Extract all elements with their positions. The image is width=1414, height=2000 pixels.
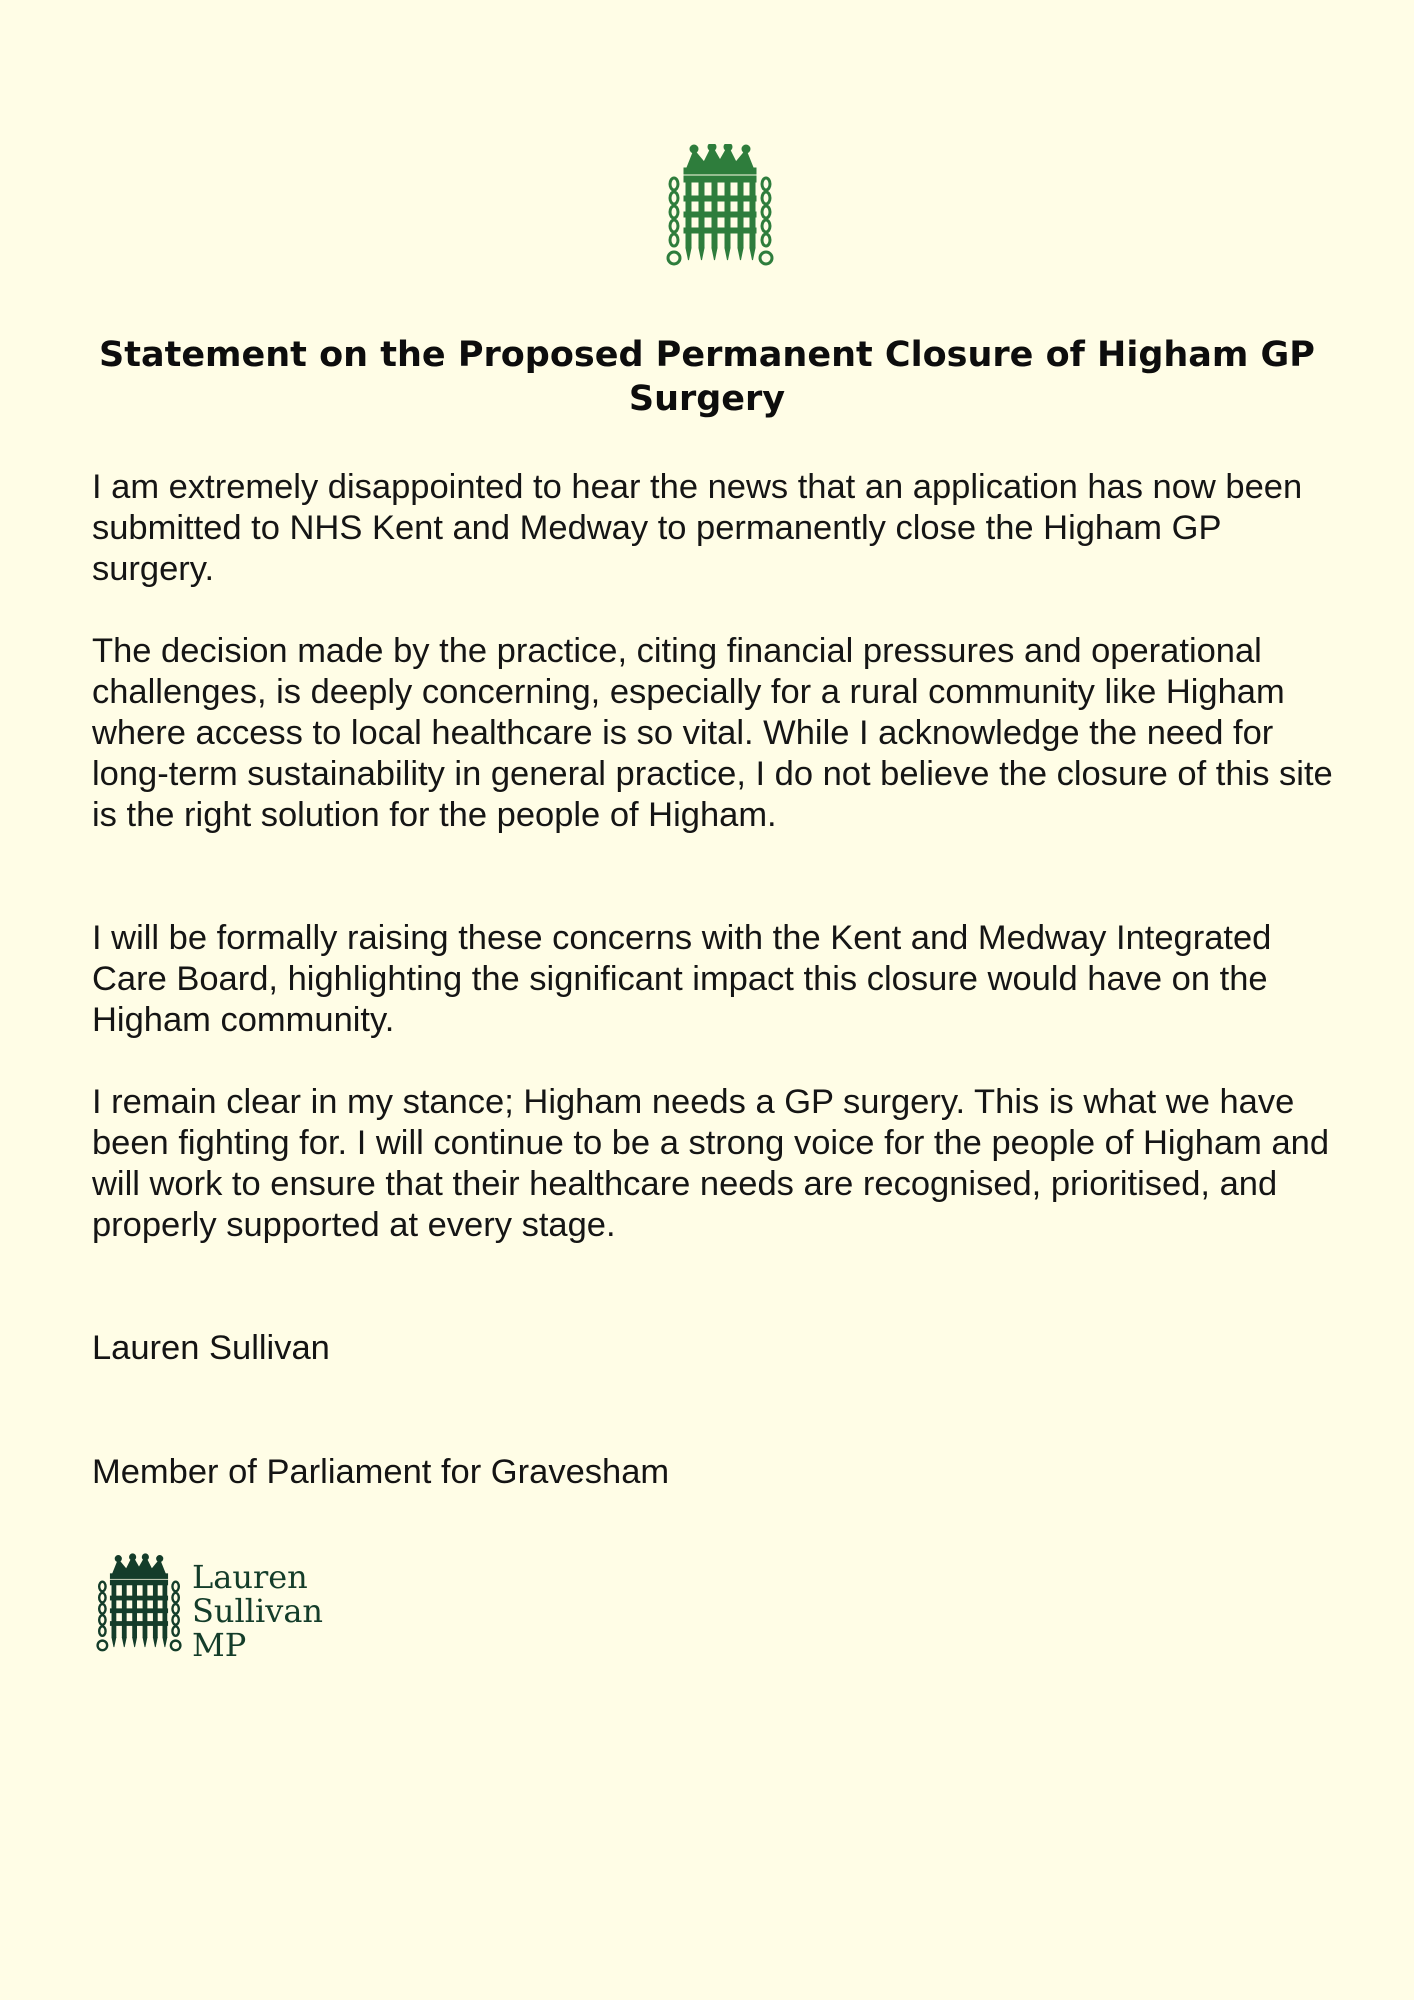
- page-title: Statement on the Proposed Permanent Closure of Higham GP Surgery: [99, 335, 1315, 419]
- logo-line-mp: MP: [192, 1626, 247, 1664]
- signature-role: Member of Parliament for Gravesham: [92, 1453, 670, 1491]
- statement-paragraph-1: I am extremely disappointed to hear the news that an application has now been submitted to NHS Kent and Medway to permanently close the Higham GP surgery.: [92, 468, 1303, 588]
- portcullis-crown-icon: [666, 144, 774, 268]
- logo-line-surname: Sullivan: [192, 1592, 323, 1630]
- signature-name: Lauren Sullivan: [92, 1329, 330, 1367]
- portcullis-crown-icon: [96, 1552, 182, 1656]
- logo-line-first-name: Lauren: [192, 1558, 308, 1596]
- mp-logo: [96, 1550, 336, 1662]
- statement-paragraph-3: I will be formally raising these concerns with the Kent and Medway Integrated Care Board, highlighting the significant impact this closure would have on the Higham community.: [92, 919, 1272, 1039]
- statement-paragraph-4: I remain clear in my stance; Higham needs a GP surgery. This is what we have been fighting for. I will continue to be a strong voice for the people of Higham and will work to ensure that their healthcare needs are recognised, prioritised, and properly supported at every stage.: [92, 1083, 1330, 1244]
- logo-wordmark: [192, 1560, 323, 1662]
- statement-paragraph-2: The decision made by the practice, citing financial pressures and operational challenges, is deeply concerning, especially for a rural community like Higham where access to local healthcare is so vital. While I acknowledge the need for long-term sustainability in general practice, I do not believe the closure of this site is the right solution for the people of Higham.: [92, 632, 1333, 834]
